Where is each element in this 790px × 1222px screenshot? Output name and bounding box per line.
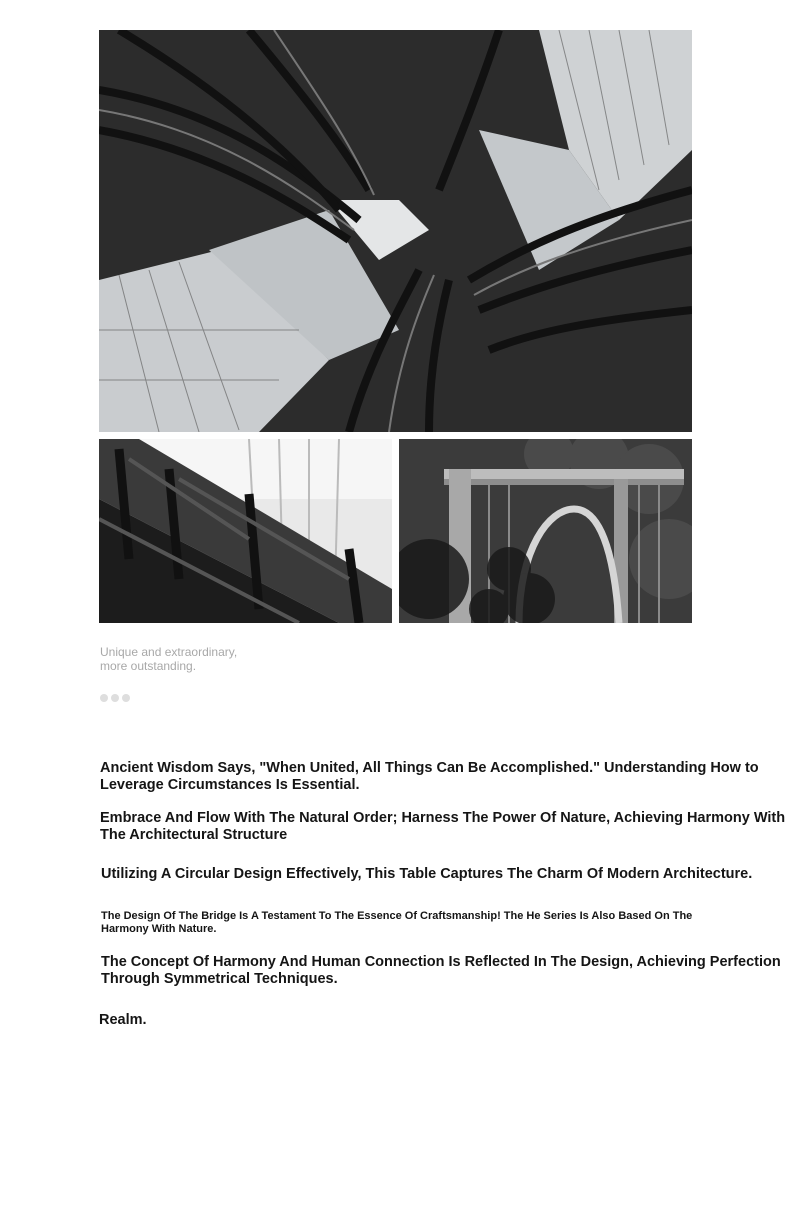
dot-icon (122, 694, 130, 702)
paragraph-circular-design: Utilizing A Circular Design Effectively, This Table Captures The Charm Of Modern Architecture. (101, 866, 753, 882)
paragraph-realm: Realm. (99, 1012, 147, 1028)
paragraph-harmony-concept: The Concept Of Harmony And Human Connection Is Reflected In The Design, Achieving Perfection Through Symmetrical Techniques. (101, 954, 781, 987)
tagline-line-1: Unique and extraordinary, (100, 645, 238, 659)
arch-bridge-graphic (399, 439, 692, 623)
paragraph-ancient-wisdom: Ancient Wisdom Says, "When United, All Things Can Be Accomplished." Understanding How to Leverage Circumstances Is Essential. (100, 760, 759, 793)
hero-architecture-photo (99, 30, 692, 432)
dot-icon (100, 694, 108, 702)
paragraph-natural-order: Embrace And Flow With The Natural Order; Harness The Power Of Nature, Achieving Harmony With The Architectural Structure (100, 810, 786, 843)
arch-bridge-photo (399, 439, 692, 623)
dot-icon (111, 694, 119, 702)
tagline (100, 645, 237, 673)
paragraph-bridge-design: The Design Of The Bridge Is A Testament To The Essence Of Craftsmanship! The He Series Is Also Based On The Harmony With Nature. (101, 910, 693, 935)
steel-bridge-photo (99, 439, 392, 623)
tagline-line-2: more outstanding. (100, 659, 197, 673)
dot-indicator (100, 694, 130, 702)
hero-photo-graphic (99, 30, 692, 432)
steel-bridge-graphic (99, 439, 392, 623)
